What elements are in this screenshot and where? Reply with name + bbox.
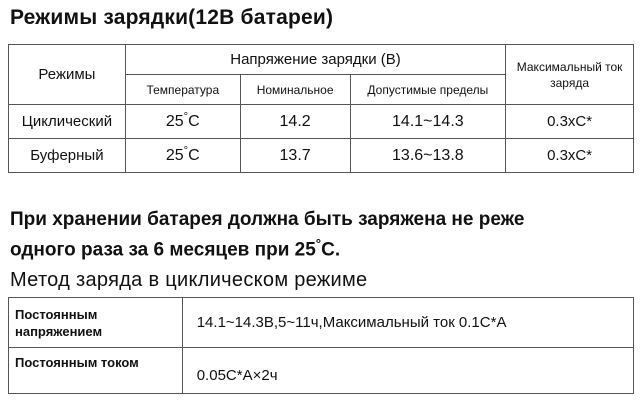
row-temp-unit: C xyxy=(188,113,200,131)
table-row xyxy=(9,298,634,348)
row-max-current: 0.3xC* xyxy=(506,105,634,139)
row-temp-value: 25 xyxy=(165,113,184,131)
note-line-2-suffix: С. xyxy=(321,239,341,261)
header-max-current-label: Максимальный ток заряда xyxy=(516,59,623,90)
table-row xyxy=(9,105,634,139)
storage-note xyxy=(10,208,524,262)
note-line-1: При хранении батарея должна быть заряжена не реже xyxy=(10,209,525,230)
row-temp-value: 25 xyxy=(165,147,184,165)
row-nominal: 13.7 xyxy=(240,139,350,173)
method-value: 14.1~14.3В,5~11ч,Максимальный ток 0.1С*А xyxy=(182,298,633,348)
method-label xyxy=(9,298,183,348)
note-line-2-prefix: одного раза за 6 месяцев при 25 xyxy=(10,239,316,261)
method-label-line-1: Постоянным xyxy=(15,306,98,322)
degree-icon: ° xyxy=(315,236,322,251)
row-temperature xyxy=(125,105,240,139)
table-header-row xyxy=(9,45,634,75)
row-mode: Буферный xyxy=(9,139,126,173)
header-voltage: Напряжение зарядки (В) xyxy=(125,45,505,75)
row-max-current: 0.3xC* xyxy=(506,139,634,173)
row-temp-unit: C xyxy=(188,147,200,165)
row-limits: 14.1~14.3 xyxy=(350,105,506,139)
method-label xyxy=(9,348,183,394)
header-modes: Режимы xyxy=(9,45,126,105)
degree-icon: ° xyxy=(183,145,189,158)
row-nominal: 14.2 xyxy=(240,105,350,139)
section-title: Метод заряда в циклическом режиме xyxy=(10,269,368,291)
charge-modes-table xyxy=(8,44,634,173)
header-nominal: Номинальное xyxy=(240,75,350,105)
table-row xyxy=(9,348,634,394)
note-line-2 xyxy=(10,232,524,262)
header-max-current xyxy=(506,45,634,105)
header-temperature: Температура xyxy=(125,75,240,105)
method-label-line-2: напряжением xyxy=(15,323,103,339)
row-limits: 13.6~13.8 xyxy=(350,139,506,173)
cyclic-method-table xyxy=(8,297,634,394)
degree-icon: ° xyxy=(183,111,189,124)
row-temperature xyxy=(125,139,240,173)
method-label-line-1: Постоянным током xyxy=(15,355,139,370)
page-title: Режимы зарядки(12В батареи) xyxy=(10,6,334,29)
row-mode: Циклический xyxy=(9,105,126,139)
method-value: 0.05С*А×2ч xyxy=(182,348,633,394)
table-row xyxy=(9,139,634,173)
header-limits: Допустимые пределы xyxy=(350,75,506,105)
